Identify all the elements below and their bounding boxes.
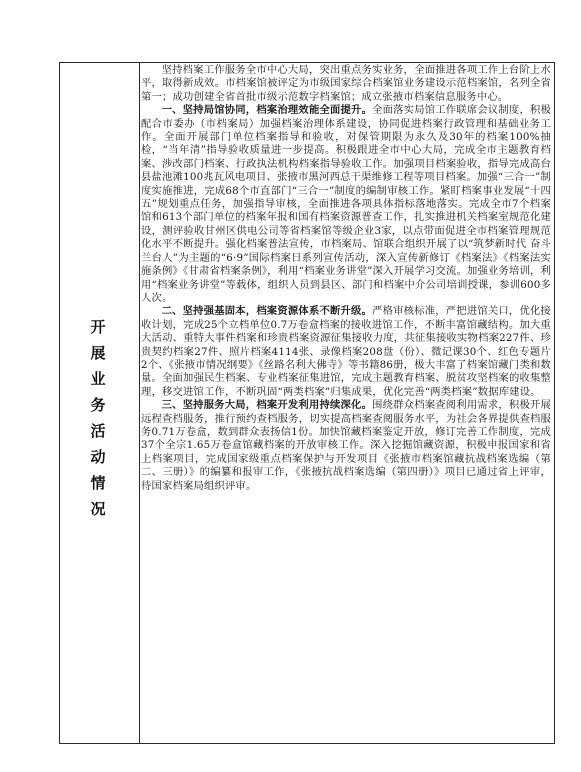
section-1-paragraph bbox=[141, 104, 551, 305]
section-2-paragraph bbox=[141, 305, 551, 399]
intro-paragraph: 坚持档案工作服务全市中心大局，突出重点务实业务，全面推进各项工作上台阶上水平，取得新成效。市档案馆被评定为市级国家综合档案馆业务建设示范档案馆，名列全省第一；成功创建全省首批市级示范数字档案馆；成立张掖市档案信息服务中心。 bbox=[141, 64, 551, 103]
column-divider bbox=[139, 62, 140, 744]
side-label-cell bbox=[59, 62, 139, 744]
section-3-heading: 三、坚持服务大局，档案开发利用持续深化。 bbox=[161, 399, 373, 412]
side-label: 开展业务活动情况 bbox=[90, 318, 108, 518]
section-1-heading: 一、坚持局馆协同，档案治理效能全面提升。 bbox=[161, 104, 373, 117]
section-1-body: 全面落实局馆工作联席会议制度，积极配合市委办（市档案局）加强档案治理体系建设，协同促进档案行政管理和基础业务工作。全面开展部门单位档案指导和验收，对保管期限为永久及30年的档案100%抽检，“当年清”指导验收质量进一步提高。积极跟进全市中心大局，完成全市主题教育档案、涉改部门档案、行政执法机构档案指导验收工作。加强项目档案验收，指导完成高台县盐池滩100兆瓦风电项目、张掖市黑河西总干渠维修工程等项目档案。加强“三合一”制度实施推进，完成68个市直部门“三合一”制度的编制审核工作。紧盯档案事业发展“十四五”规划重点任务，加强指导审核，全面推进各项具体指标落地落实。完成全市7个档案馆和613个部门单位的档案年报和国有档案资源普查工作，扎实推进机关档案室规范化建设，测评验收甘州区供电公司等省档案馆等级企业3家，以点带面促进全市档案管理规范化水平不断提升。强化档案普法宣传，市档案局、馆联合组织开展了以“筑梦新时代 奋斗兰台人”为主题的“6·9”国际档案日系列宣传活动，深入宣传新修订《档案法》《档案法实施条例》《甘肃省档案条例》，利用“档案业务讲堂”深入开展学习交流。加强业务培训，利用“档案业务讲堂”等载体，组织人员到县区、部门和档案中介公司培训授课，参训600多人次。 bbox=[141, 104, 551, 304]
content-cell bbox=[141, 64, 551, 740]
section-3-body: 围绕群众档案查阅利用需求，积极开展远程查档服务，推行预约查档服务，切实提高档案查阅服务水平，为社会各界提供查档服务0.71万卷盒，数到群众表扬信1份。加快馆藏档案鉴定开放，修订完善工作制度，完成37个全宗1.65万卷盒馆藏档案的开放审核工作。深入挖掘馆藏资源，积极申报国家和省上档案项目，完成国家级重点档案保护与开发项目《张掖市档案馆藏抗战档案选编（第二、三册）》的编纂和报审工作，《张掖抗战档案选编（第四册）》项目已通过省上评审，待国家档案局组织评审。 bbox=[141, 399, 551, 492]
section-3-paragraph bbox=[141, 399, 551, 493]
section-2-heading: 二、坚持强基固本，档案资源体系不断升级。 bbox=[161, 305, 373, 318]
section-2-body: 严格审核标准，严把进馆关口，优化接收计划，完成25个立档单位0.7万卷盒档案的接收进馆工作，不断丰富馆藏结构。加大重大活动、重特大事件档案和珍贵档案资源征集接收力度，共征集接收实物档案227件、珍贵契约档案27件、照片档案4114张、录像档案208盘（份）、微记课30个、红色专题片2个、《张掖市情况纲要》《丝路名利大佛寺》等书籍86册，极大丰富了档案馆藏门类和数量。全面加强民生档案、专业档案征集进馆，完成主题教育档案、脱贫攻坚档案的收集整理，移交进馆工作，不断巩固“两类档案”归集成果，优化完善“两类档案”数据库建设。 bbox=[141, 305, 551, 398]
